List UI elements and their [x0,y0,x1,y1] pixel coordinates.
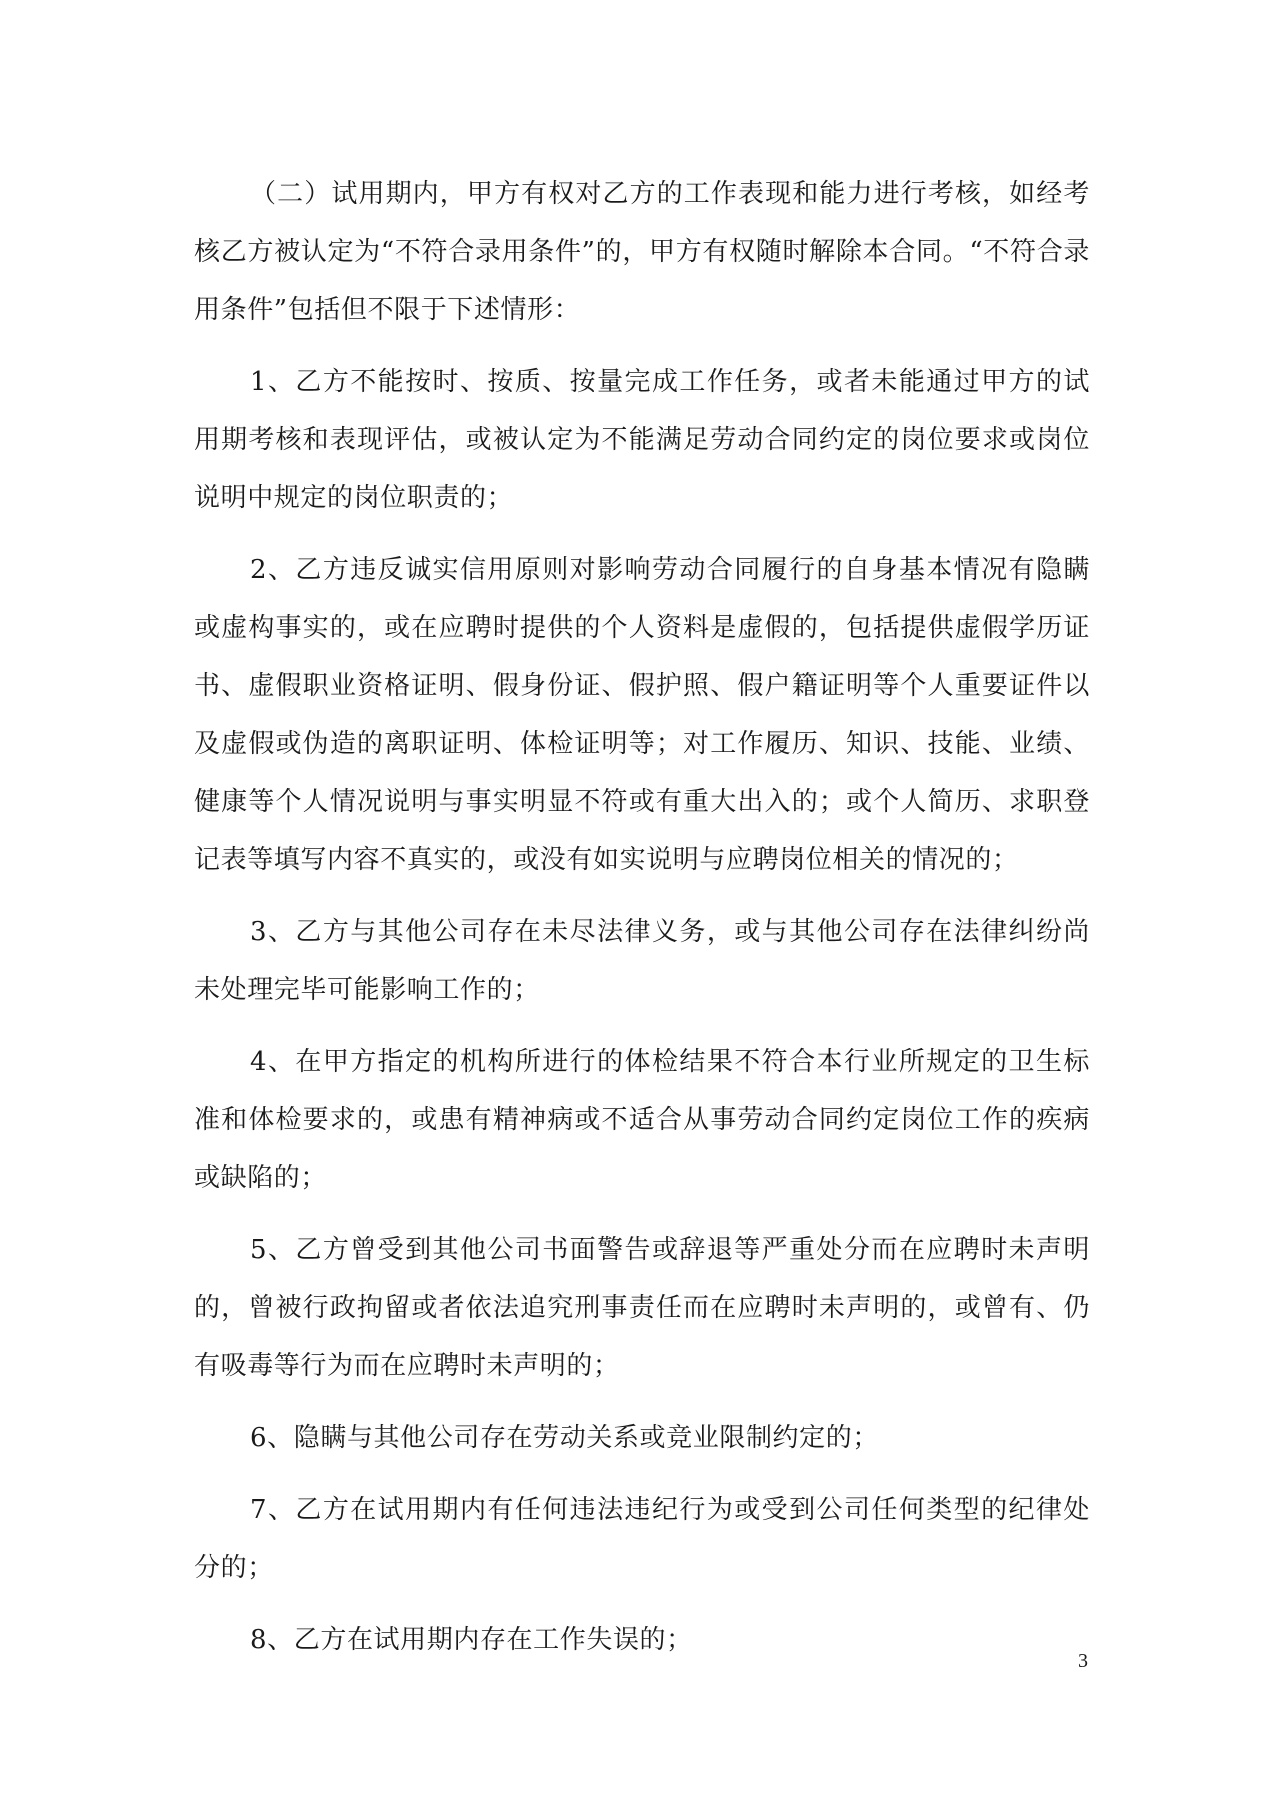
paragraph-clause-2: 2、乙方违反诚实信用原则对影响劳动合同履行的自身基本情况有隐瞒或虚构事实的，或在应聘时提供的个人资料是虚假的，包括提供虚假学历证书、虚假职业资格证明、假身份证、假护照、假户籍证明等个人重要证件以及虚假或伪造的离职证明、体检证明等；对工作履历、知识、技能、业绩、健康等个人情况说明与事实明显不符或有重大出入的；或个人简历、求职登记表等填写内容不真实的，或没有如实说明与应聘岗位相关的情况的； [194,555,1090,875]
paragraph-clause-5: 5、乙方曾受到其他公司书面警告或辞退等严重处分而在应聘时未声明的，曾被行政拘留或者依法追究刑事责任而在应聘时未声明的，或曾有、仍有吸毒等行为而在应聘时未声明的； [194,1235,1090,1381]
paragraph-clause-6: 6、隐瞒与其他公司存在劳动关系或竞业限制约定的； [250,1423,879,1453]
paragraph-clause-4: 4、在甲方指定的机构所进行的体检结果不符合本行业所规定的卫生标准和体检要求的，或患有精神病或不适合从事劳动合同约定岗位工作的疾病或缺陷的； [194,1047,1090,1193]
document-body [194,165,1090,1669]
paragraph-clause-8: 8、乙方在试用期内存在工作失误的； [250,1625,693,1655]
paragraph-clause-7: 7、乙方在试用期内有任何违法违纪行为或受到公司任何类型的纪律处分的； [194,1495,1090,1583]
paragraph-clause-3: 3、乙方与其他公司存在未尽法律义务，或与其他公司存在法律纠纷尚未处理完毕可能影响工作的； [194,917,1090,1005]
paragraph-clause-1: 1、乙方不能按时、按质、按量完成工作任务，或者未能通过甲方的试用期考核和表现评估，或被认定为不能满足劳动合同约定的岗位要求或岗位说明中规定的岗位职责的； [194,367,1090,513]
paragraph-probation-assessment: （二）试用期内，甲方有权对乙方的工作表现和能力进行考核，如经考核乙方被认定为“不符合录用条件”的，甲方有权随时解除本合同。“不符合录用条件”包括但不限于下述情形： [194,179,1090,325]
page-number: 3 [1078,1650,1088,1672]
